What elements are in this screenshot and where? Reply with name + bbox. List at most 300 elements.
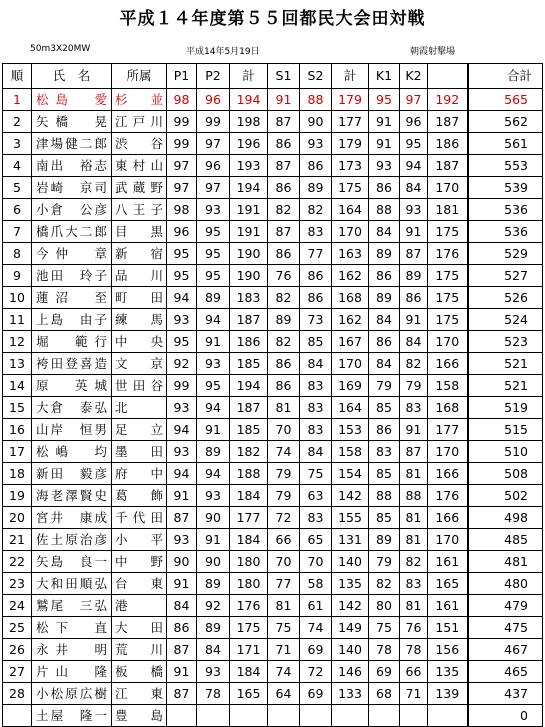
name-cell: 橋爪大二郎 bbox=[32, 221, 112, 243]
k1-cell: 79 bbox=[369, 375, 400, 397]
table-row bbox=[3, 573, 543, 595]
rank-cell: 25 bbox=[3, 617, 32, 639]
k1-cell: 89 bbox=[369, 529, 400, 551]
k2-cell bbox=[400, 705, 428, 727]
name-cell: 矢島 良一 bbox=[32, 551, 112, 573]
s-subtotal-cell: 154 bbox=[332, 463, 369, 485]
k-subtotal-cell: 192 bbox=[428, 89, 468, 111]
affiliation-cell: 葛飾 bbox=[112, 485, 167, 507]
name-cell: 片山 隆 bbox=[32, 661, 112, 683]
s-subtotal-cell: 164 bbox=[332, 397, 369, 419]
k-subtotal-cell: 186 bbox=[428, 133, 468, 155]
p2-cell: 92 bbox=[197, 595, 230, 617]
k2-cell: 93 bbox=[400, 199, 428, 221]
k1-cell: 84 bbox=[369, 353, 400, 375]
p-subtotal-cell: 190 bbox=[230, 243, 268, 265]
p-subtotal-cell: 177 bbox=[230, 507, 268, 529]
total-cell: 523 bbox=[468, 331, 543, 353]
s1-cell: 79 bbox=[268, 463, 300, 485]
k1-cell: 86 bbox=[369, 331, 400, 353]
k2-cell: 66 bbox=[400, 661, 428, 683]
p2-cell: 96 bbox=[197, 89, 230, 111]
col-name: 氏 名 bbox=[32, 64, 112, 89]
table-row bbox=[3, 287, 543, 309]
k1-cell: 86 bbox=[369, 419, 400, 441]
rank-cell: 1 bbox=[3, 89, 32, 111]
rank-cell: 27 bbox=[3, 661, 32, 683]
k-subtotal-cell: 170 bbox=[428, 441, 468, 463]
table-row bbox=[3, 463, 543, 485]
total-cell: 0 bbox=[468, 705, 543, 727]
k-subtotal-cell: 158 bbox=[428, 375, 468, 397]
p1-cell: 98 bbox=[167, 89, 197, 111]
p1-cell: 86 bbox=[167, 617, 197, 639]
total-cell: 561 bbox=[468, 133, 543, 155]
s2-cell: 82 bbox=[300, 199, 332, 221]
p2-cell: 91 bbox=[197, 331, 230, 353]
k1-cell: 86 bbox=[369, 265, 400, 287]
col-k2: K2 bbox=[400, 64, 428, 89]
affiliation-cell: 江戸川 bbox=[112, 111, 167, 133]
k2-cell: 71 bbox=[400, 683, 428, 705]
table-row bbox=[3, 243, 543, 265]
total-cell: 521 bbox=[468, 375, 543, 397]
k1-cell: 88 bbox=[369, 199, 400, 221]
k1-cell: 80 bbox=[369, 595, 400, 617]
affiliation-cell: 東村山 bbox=[112, 155, 167, 177]
k-subtotal-cell: 168 bbox=[428, 397, 468, 419]
p2-cell: 91 bbox=[197, 419, 230, 441]
results-table bbox=[2, 63, 543, 727]
affiliation-cell: 小平 bbox=[112, 529, 167, 551]
p1-cell: 97 bbox=[167, 177, 197, 199]
s-subtotal-cell: 155 bbox=[332, 507, 369, 529]
affiliation-cell: 世田谷 bbox=[112, 375, 167, 397]
p-subtotal-cell: 184 bbox=[230, 485, 268, 507]
s1-cell bbox=[268, 705, 300, 727]
affiliation-cell: 中野 bbox=[112, 551, 167, 573]
k-subtotal-cell: 170 bbox=[428, 177, 468, 199]
s-subtotal-cell: 175 bbox=[332, 177, 369, 199]
total-cell: 467 bbox=[468, 639, 543, 661]
k1-cell: 78 bbox=[369, 639, 400, 661]
name-cell: 小倉 公彦 bbox=[32, 199, 112, 221]
s-subtotal-cell: 158 bbox=[332, 441, 369, 463]
p2-cell: 91 bbox=[197, 529, 230, 551]
k-subtotal-cell: 166 bbox=[428, 507, 468, 529]
table-row bbox=[3, 639, 543, 661]
p-subtotal-cell: 194 bbox=[230, 177, 268, 199]
s2-cell: 65 bbox=[300, 529, 332, 551]
p1-cell: 96 bbox=[167, 221, 197, 243]
affiliation-cell: 府中 bbox=[112, 463, 167, 485]
name-cell: 南出 裕志 bbox=[32, 155, 112, 177]
rank-cell: 7 bbox=[3, 221, 32, 243]
p1-cell: 97 bbox=[167, 155, 197, 177]
name-cell: 小松原広樹 bbox=[32, 683, 112, 705]
s1-cell: 87 bbox=[268, 111, 300, 133]
p-subtotal-cell: 180 bbox=[230, 551, 268, 573]
p-subtotal-cell: 175 bbox=[230, 617, 268, 639]
header-row bbox=[3, 64, 543, 89]
p2-cell: 94 bbox=[197, 463, 230, 485]
rank-cell: 8 bbox=[3, 243, 32, 265]
k-subtotal-cell: 139 bbox=[428, 683, 468, 705]
p2-cell: 93 bbox=[197, 661, 230, 683]
total-cell: 527 bbox=[468, 265, 543, 287]
p1-cell: 95 bbox=[167, 243, 197, 265]
affiliation-cell: 千代田 bbox=[112, 507, 167, 529]
rank-cell: 10 bbox=[3, 287, 32, 309]
table-row bbox=[3, 133, 543, 155]
k-subtotal-cell: 135 bbox=[428, 661, 468, 683]
s-subtotal-cell: 179 bbox=[332, 133, 369, 155]
rank-cell: 24 bbox=[3, 595, 32, 617]
s1-cell: 79 bbox=[268, 485, 300, 507]
p1-cell: 99 bbox=[167, 375, 197, 397]
p1-cell: 93 bbox=[167, 529, 197, 551]
p2-cell: 99 bbox=[197, 111, 230, 133]
s-subtotal-cell: 173 bbox=[332, 155, 369, 177]
name-cell: 岩崎 京司 bbox=[32, 177, 112, 199]
s2-cell: 58 bbox=[300, 573, 332, 595]
col-k1: K1 bbox=[369, 64, 400, 89]
rank-cell: 15 bbox=[3, 397, 32, 419]
page-title: 平成１４年度第５５回都民大会田対戦 bbox=[119, 9, 426, 29]
p2-cell: 89 bbox=[197, 287, 230, 309]
p1-cell: 91 bbox=[167, 573, 197, 595]
s1-cell: 81 bbox=[268, 595, 300, 617]
table-row bbox=[3, 705, 543, 727]
col-rank: 順 bbox=[3, 64, 32, 89]
k2-cell: 79 bbox=[400, 375, 428, 397]
affiliation-cell: 八王子 bbox=[112, 199, 167, 221]
affiliation-cell: 渋谷 bbox=[112, 133, 167, 155]
p-subtotal-cell: 176 bbox=[230, 595, 268, 617]
s2-cell: 73 bbox=[300, 309, 332, 331]
total-cell: 498 bbox=[468, 507, 543, 529]
total-cell: 481 bbox=[468, 551, 543, 573]
s-subtotal-cell: 140 bbox=[332, 639, 369, 661]
rank-cell bbox=[3, 705, 32, 727]
name-cell: 海老澤賢史 bbox=[32, 485, 112, 507]
s1-cell: 87 bbox=[268, 221, 300, 243]
s2-cell: 88 bbox=[300, 89, 332, 111]
p2-cell: 89 bbox=[197, 441, 230, 463]
k-subtotal-cell: 176 bbox=[428, 243, 468, 265]
k2-cell: 78 bbox=[400, 639, 428, 661]
s2-cell: 83 bbox=[300, 419, 332, 441]
rank-cell: 9 bbox=[3, 265, 32, 287]
s-subtotal-cell: 146 bbox=[332, 661, 369, 683]
p2-cell: 95 bbox=[197, 243, 230, 265]
s1-cell: 86 bbox=[268, 353, 300, 375]
k-subtotal-cell bbox=[428, 705, 468, 727]
k2-cell: 95 bbox=[400, 133, 428, 155]
affiliation-cell: 墨田 bbox=[112, 441, 167, 463]
name-cell: 佐土原治彦 bbox=[32, 529, 112, 551]
s1-cell: 64 bbox=[268, 683, 300, 705]
rank-cell: 12 bbox=[3, 331, 32, 353]
s-subtotal-cell: 162 bbox=[332, 265, 369, 287]
name-cell: 蓮沼 至 bbox=[32, 287, 112, 309]
table-row bbox=[3, 529, 543, 551]
total-cell: 485 bbox=[468, 529, 543, 551]
total-cell: 437 bbox=[468, 683, 543, 705]
total-cell: 508 bbox=[468, 463, 543, 485]
affiliation-cell: 北 bbox=[112, 397, 167, 419]
p-subtotal-cell: 186 bbox=[230, 331, 268, 353]
rank-cell: 23 bbox=[3, 573, 32, 595]
name-cell: 津場健二郎 bbox=[32, 133, 112, 155]
total-cell: 536 bbox=[468, 221, 543, 243]
s2-cell: 74 bbox=[300, 617, 332, 639]
s-subtotal-cell: 163 bbox=[332, 243, 369, 265]
s1-cell: 86 bbox=[268, 243, 300, 265]
p2-cell: 95 bbox=[197, 221, 230, 243]
affiliation-cell: 荒川 bbox=[112, 639, 167, 661]
p1-cell: 93 bbox=[167, 309, 197, 331]
k1-cell: 93 bbox=[369, 155, 400, 177]
total-cell: 565 bbox=[468, 89, 543, 111]
s2-cell: 86 bbox=[300, 155, 332, 177]
s2-cell: 84 bbox=[300, 441, 332, 463]
p-subtotal-cell: 198 bbox=[230, 111, 268, 133]
name-cell: 宮井 康成 bbox=[32, 507, 112, 529]
s-subtotal-cell: 164 bbox=[332, 199, 369, 221]
total-cell: 510 bbox=[468, 441, 543, 463]
s2-cell: 85 bbox=[300, 331, 332, 353]
k2-cell: 83 bbox=[400, 573, 428, 595]
s2-cell: 90 bbox=[300, 111, 332, 133]
rank-cell: 3 bbox=[3, 133, 32, 155]
affiliation-cell: 杉並 bbox=[112, 89, 167, 111]
k2-cell: 84 bbox=[400, 177, 428, 199]
total-cell: 479 bbox=[468, 595, 543, 617]
s1-cell: 75 bbox=[268, 617, 300, 639]
s-subtotal-cell: 153 bbox=[332, 419, 369, 441]
col-s2: S2 bbox=[300, 64, 332, 89]
s2-cell: 93 bbox=[300, 133, 332, 155]
name-cell: 原 英城 bbox=[32, 375, 112, 397]
rank-cell: 18 bbox=[3, 463, 32, 485]
s-subtotal-cell: 135 bbox=[332, 573, 369, 595]
p-subtotal-cell: 196 bbox=[230, 133, 268, 155]
p2-cell: 90 bbox=[197, 551, 230, 573]
k-subtotal-cell: 175 bbox=[428, 309, 468, 331]
table-row bbox=[3, 199, 543, 221]
p1-cell: 94 bbox=[167, 419, 197, 441]
table-row bbox=[3, 419, 543, 441]
p-subtotal-cell: 187 bbox=[230, 309, 268, 331]
s-subtotal-cell: 179 bbox=[332, 89, 369, 111]
affiliation-cell: 台東 bbox=[112, 573, 167, 595]
p1-cell: 98 bbox=[167, 199, 197, 221]
affiliation-cell: 港 bbox=[112, 595, 167, 617]
k1-cell: 89 bbox=[369, 287, 400, 309]
col-s-subtotal: 計 bbox=[332, 64, 369, 89]
p2-cell: 94 bbox=[197, 309, 230, 331]
p1-cell: 93 bbox=[167, 397, 197, 419]
s1-cell: 74 bbox=[268, 441, 300, 463]
s-subtotal-cell: 133 bbox=[332, 683, 369, 705]
p-subtotal-cell: 180 bbox=[230, 573, 268, 595]
s2-cell: 70 bbox=[300, 551, 332, 573]
table-row bbox=[3, 507, 543, 529]
k1-cell: 88 bbox=[369, 485, 400, 507]
name-cell: 池田 玲子 bbox=[32, 265, 112, 287]
rank-cell: 16 bbox=[3, 419, 32, 441]
p-subtotal-cell: 182 bbox=[230, 441, 268, 463]
k2-cell: 76 bbox=[400, 617, 428, 639]
k1-cell: 91 bbox=[369, 133, 400, 155]
col-k-subtotal bbox=[428, 64, 468, 89]
total-cell: 502 bbox=[468, 485, 543, 507]
p1-cell: 87 bbox=[167, 507, 197, 529]
rank-cell: 26 bbox=[3, 639, 32, 661]
rank-cell: 22 bbox=[3, 551, 32, 573]
s-subtotal-cell: 162 bbox=[332, 309, 369, 331]
p-subtotal-cell: 184 bbox=[230, 661, 268, 683]
p1-cell bbox=[167, 705, 197, 727]
s1-cell: 82 bbox=[268, 199, 300, 221]
k2-cell: 91 bbox=[400, 309, 428, 331]
date-label: 平成14年5月19日 bbox=[186, 47, 260, 57]
table-row bbox=[3, 89, 543, 111]
table-row bbox=[3, 221, 543, 243]
k2-cell: 91 bbox=[400, 221, 428, 243]
s1-cell: 82 bbox=[268, 287, 300, 309]
p1-cell: 94 bbox=[167, 287, 197, 309]
k-subtotal-cell: 161 bbox=[428, 551, 468, 573]
p1-cell: 87 bbox=[167, 639, 197, 661]
k-subtotal-cell: 187 bbox=[428, 111, 468, 133]
k2-cell: 97 bbox=[400, 89, 428, 111]
p2-cell: 84 bbox=[197, 639, 230, 661]
table-row bbox=[3, 397, 543, 419]
total-cell: 539 bbox=[468, 177, 543, 199]
s2-cell: 63 bbox=[300, 485, 332, 507]
p1-cell: 91 bbox=[167, 661, 197, 683]
s1-cell: 70 bbox=[268, 551, 300, 573]
k1-cell bbox=[369, 705, 400, 727]
p2-cell: 96 bbox=[197, 155, 230, 177]
total-cell: 475 bbox=[468, 617, 543, 639]
p2-cell: 94 bbox=[197, 397, 230, 419]
affiliation-cell: 豊島 bbox=[112, 705, 167, 727]
k2-cell: 83 bbox=[400, 397, 428, 419]
affiliation-cell: 品川 bbox=[112, 265, 167, 287]
p2-cell: 90 bbox=[197, 507, 230, 529]
table-row bbox=[3, 177, 543, 199]
p-subtotal-cell: 187 bbox=[230, 397, 268, 419]
k2-cell: 81 bbox=[400, 507, 428, 529]
s2-cell: 61 bbox=[300, 595, 332, 617]
k-subtotal-cell: 165 bbox=[428, 573, 468, 595]
table-row bbox=[3, 661, 543, 683]
k1-cell: 75 bbox=[369, 617, 400, 639]
k1-cell: 85 bbox=[369, 463, 400, 485]
k-subtotal-cell: 177 bbox=[428, 419, 468, 441]
table-row bbox=[3, 441, 543, 463]
s1-cell: 72 bbox=[268, 507, 300, 529]
p2-cell: 93 bbox=[197, 485, 230, 507]
s-subtotal-cell: 140 bbox=[332, 551, 369, 573]
affiliation-cell: 町田 bbox=[112, 287, 167, 309]
k-subtotal-cell: 170 bbox=[428, 529, 468, 551]
affiliation-cell: 目黒 bbox=[112, 221, 167, 243]
k2-cell: 81 bbox=[400, 463, 428, 485]
p2-cell: 89 bbox=[197, 617, 230, 639]
s2-cell: 86 bbox=[300, 287, 332, 309]
s2-cell: 72 bbox=[300, 661, 332, 683]
affiliation-cell: 足立 bbox=[112, 419, 167, 441]
k1-cell: 86 bbox=[369, 177, 400, 199]
name-cell: 松嶋 均 bbox=[32, 441, 112, 463]
k-subtotal-cell: 181 bbox=[428, 199, 468, 221]
p2-cell: 97 bbox=[197, 177, 230, 199]
s2-cell: 86 bbox=[300, 265, 332, 287]
s2-cell: 75 bbox=[300, 463, 332, 485]
total-cell: 515 bbox=[468, 419, 543, 441]
name-cell: 土屋 隆一 bbox=[32, 705, 112, 727]
rank-cell: 20 bbox=[3, 507, 32, 529]
s2-cell: 69 bbox=[300, 683, 332, 705]
s-subtotal-cell: 170 bbox=[332, 353, 369, 375]
p-subtotal-cell: 171 bbox=[230, 639, 268, 661]
total-cell: 480 bbox=[468, 573, 543, 595]
s2-cell: 84 bbox=[300, 353, 332, 375]
name-cell: 矢橋 晃 bbox=[32, 111, 112, 133]
name-cell: 松島 愛 bbox=[32, 89, 112, 111]
p2-cell: 93 bbox=[197, 199, 230, 221]
k-subtotal-cell: 170 bbox=[428, 331, 468, 353]
table-row bbox=[3, 155, 543, 177]
p-subtotal-cell: 191 bbox=[230, 199, 268, 221]
s2-cell bbox=[300, 705, 332, 727]
k2-cell: 96 bbox=[400, 111, 428, 133]
s2-cell: 83 bbox=[300, 507, 332, 529]
k2-cell: 88 bbox=[400, 485, 428, 507]
s-subtotal-cell: 167 bbox=[332, 331, 369, 353]
affiliation-cell: 練馬 bbox=[112, 309, 167, 331]
total-cell: 562 bbox=[468, 111, 543, 133]
p1-cell: 95 bbox=[167, 265, 197, 287]
k1-cell: 84 bbox=[369, 221, 400, 243]
s2-cell: 77 bbox=[300, 243, 332, 265]
k2-cell: 82 bbox=[400, 353, 428, 375]
k1-cell: 89 bbox=[369, 243, 400, 265]
total-cell: 465 bbox=[468, 661, 543, 683]
k1-cell: 95 bbox=[369, 89, 400, 111]
total-cell: 526 bbox=[468, 287, 543, 309]
s1-cell: 70 bbox=[268, 419, 300, 441]
table-row bbox=[3, 683, 543, 705]
k-subtotal-cell: 175 bbox=[428, 265, 468, 287]
affiliation-cell: 大田 bbox=[112, 617, 167, 639]
k-subtotal-cell: 156 bbox=[428, 639, 468, 661]
affiliation-cell: 江東 bbox=[112, 683, 167, 705]
name-cell: 大倉 泰弘 bbox=[32, 397, 112, 419]
rank-cell: 19 bbox=[3, 485, 32, 507]
rank-cell: 6 bbox=[3, 199, 32, 221]
s1-cell: 87 bbox=[268, 155, 300, 177]
rank-cell: 2 bbox=[3, 111, 32, 133]
rank-cell: 13 bbox=[3, 353, 32, 375]
s1-cell: 77 bbox=[268, 573, 300, 595]
p-subtotal-cell: 193 bbox=[230, 155, 268, 177]
s-subtotal-cell: 142 bbox=[332, 485, 369, 507]
